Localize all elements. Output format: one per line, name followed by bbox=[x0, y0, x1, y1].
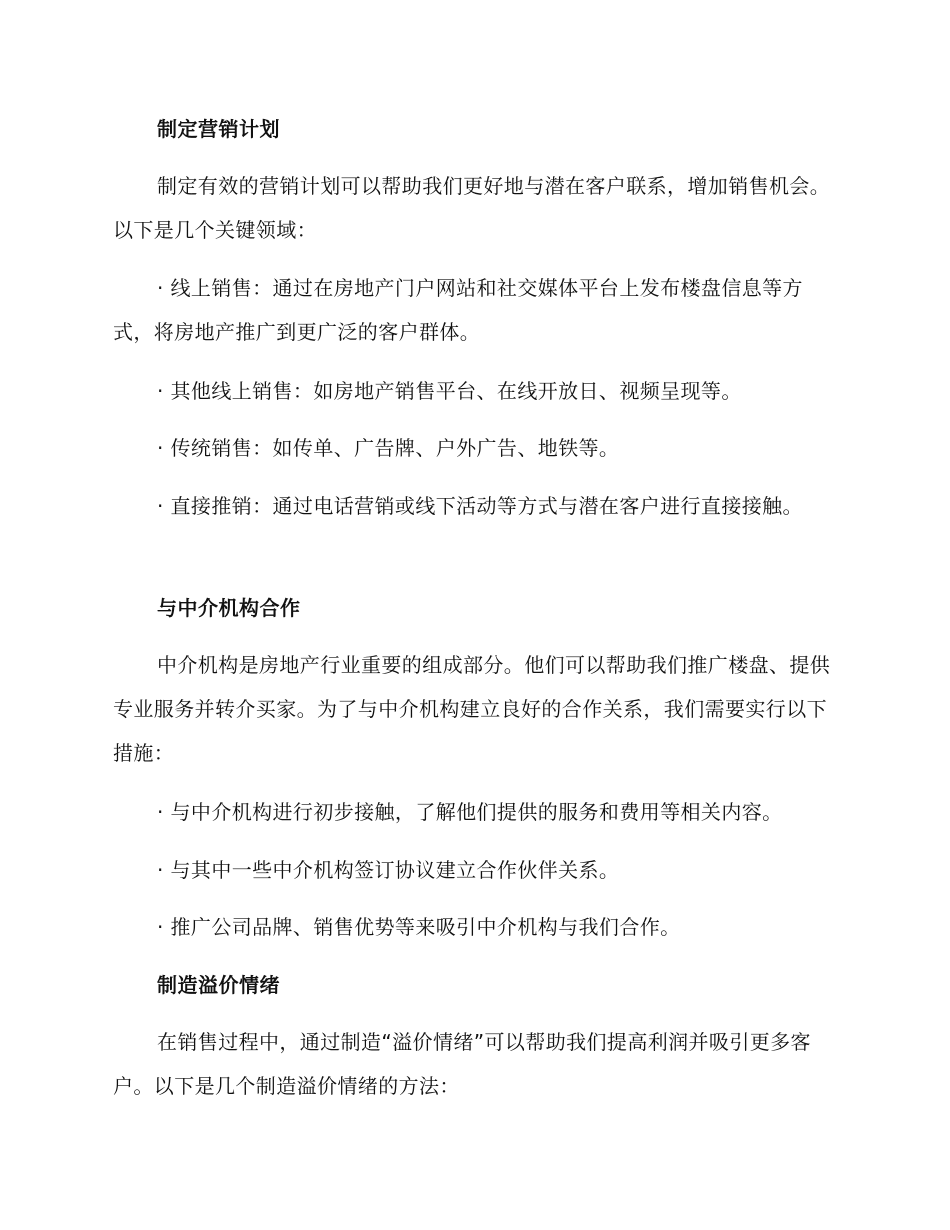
section-heading: 制定营销计划 bbox=[157, 117, 280, 141]
bullet-item: · 与其中一些中介机构签订协议建立合作伙伴关系。 bbox=[157, 858, 620, 882]
bullet-item: · 与中介机构进行初步接触，了解他们提供的服务和费用等相关内容。 bbox=[157, 800, 783, 824]
paragraph: 中介机构是房地产行业重要的组成部分。他们可以帮助我们推广楼盘、提供专业服务并转介买家。为了与中介机构建立良好的合作关系，我们需要实行以下措施： bbox=[113, 653, 831, 765]
section-heading: 与中介机构合作 bbox=[157, 596, 301, 620]
bullet-item: · 线上销售：通过在房地产门户网站和社交媒体平台上发布楼盘信息等方式，将房地产推广到更广泛的客户群体。 bbox=[113, 276, 803, 344]
bullet-item: · 推广公司品牌、销售优势等来吸引中介机构与我们合作。 bbox=[157, 915, 681, 939]
section-heading: 制造溢价情绪 bbox=[157, 973, 280, 997]
bullet-item: · 其他线上销售：如房地产销售平台、在线开放日、视频呈现等。 bbox=[157, 379, 742, 403]
paragraph: 制定有效的营销计划可以帮助我们更好地与潜在客户联系，增加销售机会。以下是几个关键领域： bbox=[113, 174, 831, 242]
paragraph: 在销售过程中，通过制造“溢价情绪”可以帮助我们提高利润并吸引更多客户。以下是几个制造溢价情绪的方法： bbox=[113, 1030, 811, 1098]
bullet-item: · 传统销售：如传单、广告牌、户外广告、地铁等。 bbox=[157, 436, 620, 460]
bullet-item: · 直接推销：通过电话营销或线下活动等方式与潜在客户进行直接接触。 bbox=[157, 494, 803, 518]
